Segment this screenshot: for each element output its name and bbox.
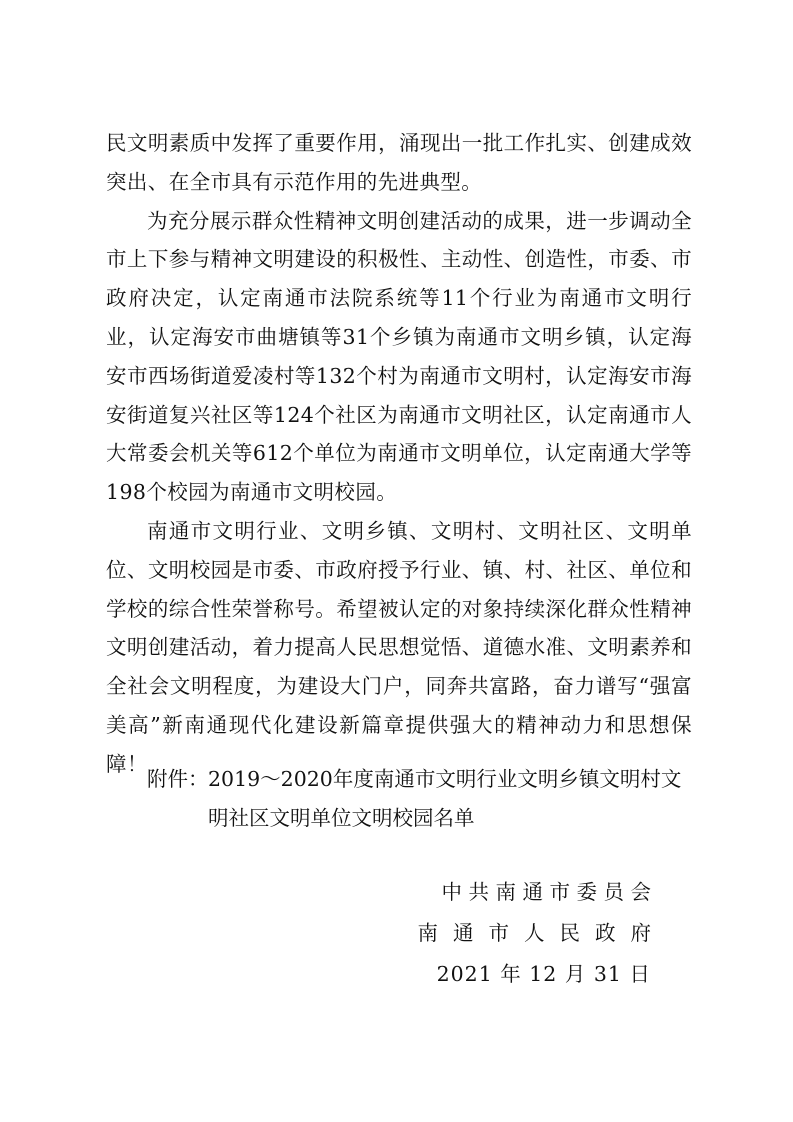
paragraph-honor: 南通市文明行业、文明乡镇、文明村、文明社区、文明单位、文明校园是市委、市政府授予行业、镇、村、社区、单位和学校的综合性荣誉称号。希望被认定的对象持续深化群众性精神文明创建活动，着力提高人民思想觉悟、道德水准、文明素养和全社会文明程度，为建设大门户，同奔共富路，奋力谱写“强富美高”新南通现代化建设新篇章提供强大的精神动力和思想保障！ — [106, 518, 692, 776]
issuer-party-committee: 中共南通市委员会 — [441, 880, 658, 904]
attachment-label: 附件： — [147, 767, 209, 791]
signature-block — [417, 872, 666, 995]
document-body — [106, 124, 692, 784]
attachment-title-line2: 明社区文明单位文明校园名单 — [208, 806, 475, 830]
issue-date: 2021 年 12 月 31 日 — [436, 962, 651, 986]
issuer-government: 南通市人民政府 — [417, 921, 666, 945]
paragraph-continuation: 民文明素质中发挥了重要作用，涌现出一批工作扎实、创建成效突出、在全市具有示范作用的先进典型。 — [106, 131, 692, 194]
attachment-note — [147, 760, 692, 838]
attachment-title-line1: 2019～2020年度南通市文明行业文明乡镇文明村文 — [208, 767, 682, 791]
paragraph-recognition: 为充分展示群众性精神文明创建活动的成果，进一步调动全市上下参与精神文明建设的积极性、主动性、创造性，市委、市政府决定，认定南通市法院系统等11个行业为南通市文明行业，认定海安市曲塘镇等31个乡镇为南通市文明乡镇，认定海安市西场街道爱凌村等132个村为南通市文明村，认定海安市海安街道复兴社区等124个社区为南通市文明社区，认定南通市人大常委会机关等612个单位为南通市文明单位，认定南通大学等198个校园为南通市文明校园。 — [106, 208, 692, 505]
